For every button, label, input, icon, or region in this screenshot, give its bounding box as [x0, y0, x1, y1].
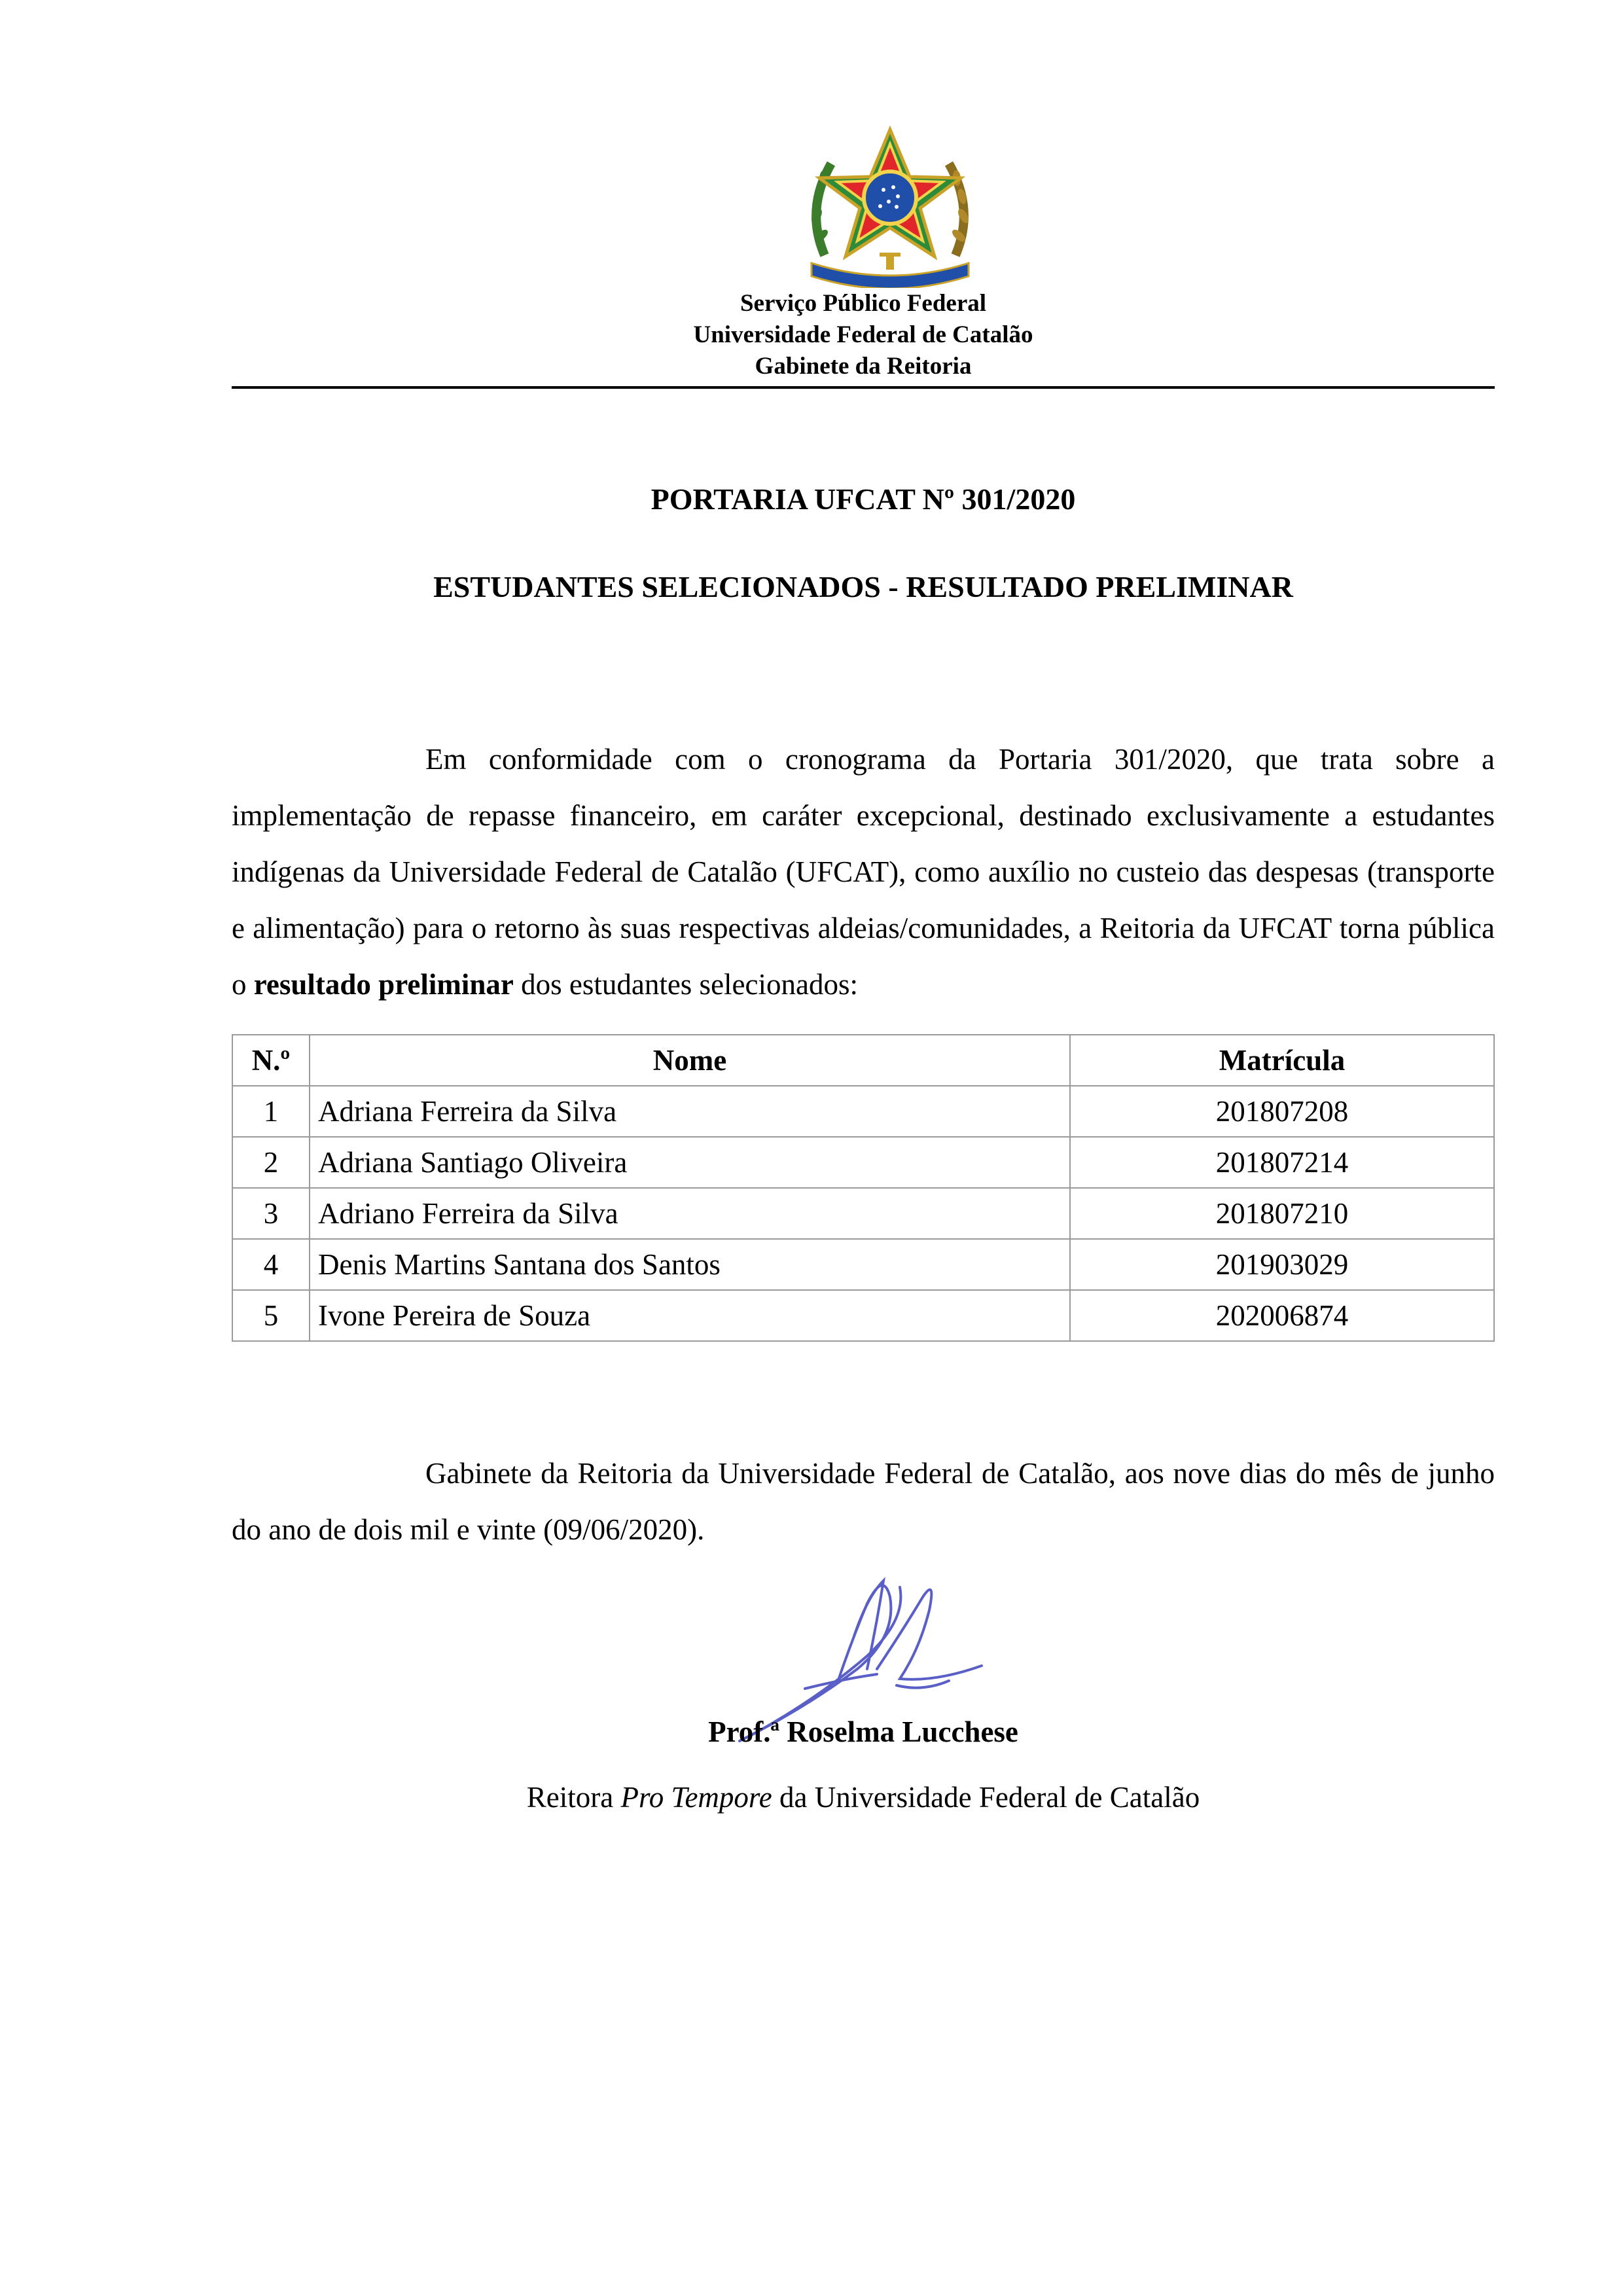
header-number: N.º [232, 1035, 310, 1086]
header-line-service: Serviço Público Federal [740, 290, 987, 317]
row-name: Adriana Ferreira da Silva [310, 1086, 1070, 1137]
row-name: Denis Martins Santana dos Santos [310, 1239, 1070, 1290]
institution-header [232, 288, 1495, 382]
table-row [232, 1086, 1494, 1137]
intro-text-before: Em conformidade com o cronograma da Portaria 301/2020, que trata sobre a implementação de repasse financeiro, em caráter excepcional, destinado exclusivamente a estudantes indígenas da Universidade Federal de Catalão (UFCAT), como auxílio no custeio das despesas (transporte e alimentação) para o retorno às suas respectivas aldeias/comunidades, a Reitoria da UFCAT torna pública o [232, 743, 1495, 1001]
brazil-coat-of-arms-icon [785, 124, 995, 288]
row-name: Ivone Pereira de Souza [310, 1290, 1070, 1341]
table-row [232, 1137, 1494, 1188]
row-number: 3 [232, 1188, 310, 1239]
portaria-title: PORTARIA UFCAT Nº 301/2020 [651, 482, 1076, 516]
header-matricula: Matrícula [1070, 1035, 1494, 1086]
signer-role [232, 1780, 1495, 1814]
table-row [232, 1188, 1494, 1239]
row-number: 1 [232, 1086, 310, 1137]
row-number: 2 [232, 1137, 310, 1188]
document-subtitle: ESTUDANTES SELECIONADOS - RESULTADO PRELIMINAR [433, 570, 1293, 603]
table-header-row [232, 1035, 1494, 1086]
row-matricula: 201807214 [1070, 1137, 1494, 1188]
intro-text-after: dos estudantes selecionados: [513, 968, 858, 1001]
row-name: Adriana Santiago Oliveira [310, 1137, 1070, 1188]
table-row [232, 1290, 1494, 1341]
intro-paragraph [232, 731, 1495, 1013]
header-line-university: Universidade Federal de Catalão [693, 321, 1033, 348]
row-number: 5 [232, 1290, 310, 1341]
row-matricula: 201903029 [1070, 1239, 1494, 1290]
header-divider [232, 386, 1495, 389]
signer-role-before: Reitora [526, 1781, 621, 1814]
signer-role-after: da Universidade Federal de Catalão [772, 1781, 1200, 1814]
signer-name: Prof.ª Roselma Lucchese [708, 1715, 1018, 1748]
header-name: Nome [310, 1035, 1070, 1086]
signer-role-italic: Pro Tempore [620, 1781, 772, 1814]
intro-text-bold: resultado preliminar [253, 968, 514, 1001]
table-row [232, 1239, 1494, 1290]
selected-students-table [232, 1034, 1495, 1342]
row-number: 4 [232, 1239, 310, 1290]
row-matricula: 202006874 [1070, 1290, 1494, 1341]
closing-paragraph: Gabinete da Reitoria da Universidade Federal de Catalão, aos nove dias do mês de junho do ano de dois mil e vinte (09/06/2020). [232, 1457, 1495, 1546]
row-name: Adriano Ferreira da Silva [310, 1188, 1070, 1239]
row-matricula: 201807210 [1070, 1188, 1494, 1239]
header-line-office: Gabinete da Reitoria [755, 353, 972, 380]
row-matricula: 201807208 [1070, 1086, 1494, 1137]
